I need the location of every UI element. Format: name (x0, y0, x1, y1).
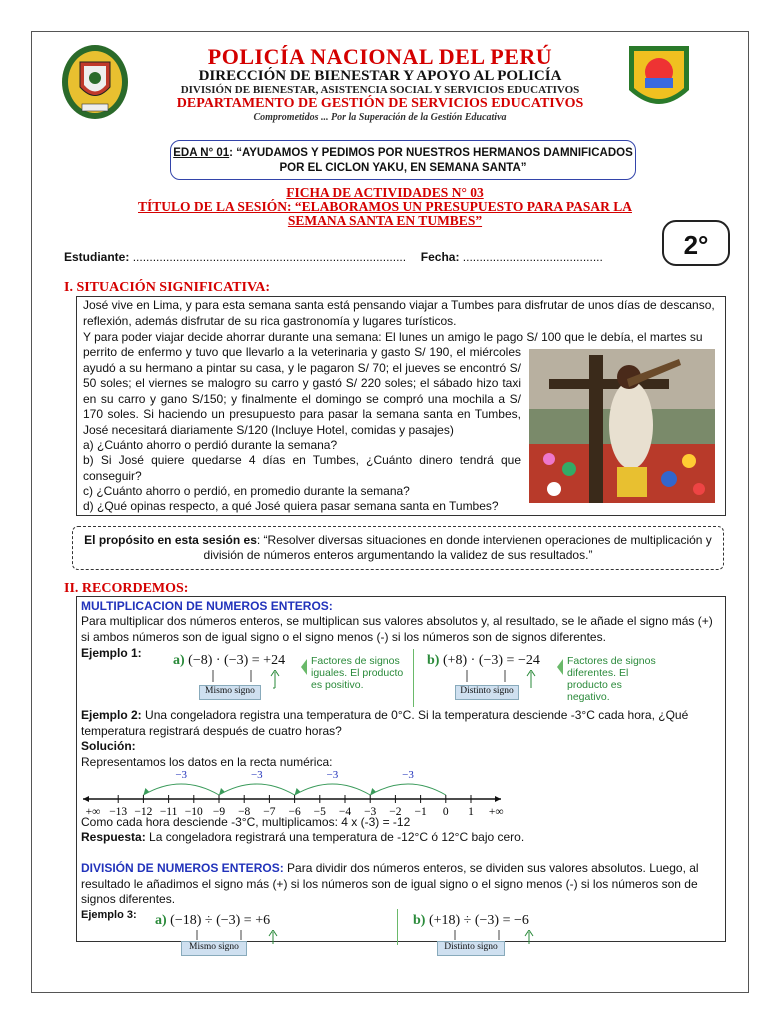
example-1b-tag: Distinto signo (455, 685, 519, 700)
student-dots: .................................................................................. (132, 250, 407, 264)
number-line-label: −7 (263, 806, 276, 818)
header-subtitle: DIRECCIÓN DE BIENESTAR Y APOYO AL POLICÍA (198, 68, 562, 84)
example-3-divider (397, 909, 398, 945)
situation-paragraph-2a: Y para poder viajar decide ahorrar durante una semana: El lunes un amigo le pago S/ 100 que le debía, el martes su (83, 330, 703, 344)
question-a: a) ¿Cuánto ahorro o perdió durante la semana? (83, 438, 338, 452)
example-1a-hint: Factores de signos iguales. El producto es positivo. (311, 655, 404, 691)
example-1a-letter: a) (173, 653, 185, 668)
section-1-title: I. SITUACIÓN SIGNIFICATIVA: (64, 280, 271, 295)
eda-text-2: POR EL CICLON YAKU, EN SEMANA SANTA” (279, 162, 527, 174)
calculation-text: Como cada hora desciende -3°C, multiplicamos: 4 x (-3) = -12 (81, 815, 411, 829)
example-2-text: Una congeladora registra una temperatura de 0°C. Si la temperatura desciende -3°C cada hora, ¿Qué temperatura registrará después de cuatro horas? (81, 708, 689, 738)
session-title-1: TÍTULO DE LA SESIÓN: “ELABORAMOS UN PRESUPUESTO PARA PASAR LA (138, 199, 632, 214)
example-1b-expression: (+8) · (−3) = −24 (442, 653, 540, 668)
number-line-jump-label: −3 (402, 769, 414, 781)
example-3a-expression: (−18) ÷ (−3) = +6 (170, 913, 271, 928)
example-1-label: Ejemplo 1: (81, 646, 142, 660)
header-title: POLICÍA NACIONAL DEL PERÚ (207, 44, 553, 69)
number-line-jump-arrowhead (219, 788, 225, 795)
situation-box (76, 296, 726, 516)
question-d: d) ¿Qué opinas respecto, a qué José quiera pasar semana santa en Tumbes? (83, 499, 499, 513)
purpose-box (72, 526, 724, 570)
example-1a-hint-arrow (301, 659, 307, 675)
example-1a (173, 653, 285, 669)
number-line-jump-arrowhead (295, 788, 301, 795)
purpose-text: : “Resolver diversas situaciones en donde intervienen operaciones de multiplicación y división de números enteros argumentando la validez de sus resultados.” (203, 533, 712, 562)
session-title-2: SEMANA SANTA EN TUMBES” (287, 213, 483, 228)
number-line-label: 0 (442, 806, 449, 818)
question-c: c) ¿Cuánto ahorro o perdió, en promedio durante la semana? (83, 484, 410, 498)
ficha-number: FICHA DE ACTIVIDADES N° 03 (286, 185, 484, 200)
eda-label: EDA N° 01 (173, 147, 230, 159)
example-1b-hint: Factores de signos diferentes. El producto es negativo. (567, 655, 656, 703)
purpose-label: El propósito en esta sesión es (84, 533, 257, 547)
example-3b-letter: b) (413, 913, 426, 928)
multiplication-title: MULTIPLICACION DE NUMEROS ENTEROS: (81, 599, 333, 613)
question-b: b) Si José quiere quedarse 4 días en Tumbes, ¿Cuánto dinero tendrá que conseguir? (83, 453, 521, 483)
number-line-label: −12 (134, 806, 153, 818)
example-1b (427, 653, 540, 669)
example-2-label: Ejemplo 2: (81, 708, 142, 722)
eda-text: : “AYUDAMOS Y PEDIMOS POR NUESTROS HERMANOS DAMNIFICADOS (229, 147, 633, 159)
division-text: Para dividir dos números enteros, se dividen sus valores absolutos. Luego, al resultado le añadimos el signo más (+) si los números son de igual signo o el signo menos (-) si los números son de signos diferentes. (81, 861, 699, 907)
solution-text: Representamos los datos en la recta numérica: (81, 755, 333, 769)
number-line-label: −8 (238, 806, 251, 818)
example-1-divider (413, 649, 414, 707)
number-line-jump-arrowhead (143, 788, 149, 795)
example-1b-hint-arrow (557, 659, 563, 675)
student-label: Estudiante: (64, 250, 130, 264)
police-shield-logo (60, 42, 130, 122)
number-line-label: −3 (364, 806, 377, 818)
example-3b-tag: Distinto signo (437, 941, 505, 956)
example-3b (413, 913, 529, 929)
number-line-jump-label: −3 (250, 769, 263, 781)
number-line-label: −2 (389, 806, 402, 818)
header-department: DEPARTAMENTO DE GESTIÓN DE SERVICIOS EDUCATIVOS (176, 96, 584, 111)
situation-paragraph-2b: perrito de enfermo y tuvo que llevarlo a la veterinaria y gasto S/ 190, el miércoles ayudó a su hermano a pintar su casa, y le pagaron S/ 70; el jueves se encontró S/ 50 soles; el viernes se malogro su carro y gastó S/ 220 soles; el sábado hizo taxi en su carro y gano S/150; y finalmente el domingo se compró una mochila a S/ 170 soles. Si haciendo un presupuesto para pasar la semana santa en Tumbes, José necesitará diariamente S/120 (Incluye Hotel, comidas y pasajes) (83, 345, 521, 437)
example-3a-tag: Mismo signo (181, 941, 247, 956)
example-1a-tag: Mismo signo (199, 685, 261, 700)
number-line-label: −6 (288, 806, 301, 818)
recordemos-box (76, 596, 726, 952)
number-line (77, 769, 725, 819)
number-line-label: −10 (184, 806, 203, 818)
student-line (64, 250, 603, 264)
number-line-label: −11 (159, 806, 178, 818)
answer-text: La congeladora registrará una temperatura de -12°C ó 12°C bajo cero. (145, 830, 525, 844)
number-line-label: +∞ (85, 806, 101, 818)
header-slogan: Comprometidos ... Por la Superación de la Gestión Educativa (253, 112, 507, 123)
number-line-jump-arc (370, 784, 446, 795)
header-division: DIVISIÓN DE BIENESTAR, ASISTENCIA SOCIAL Y SERVICIOS EDUCATIVOS (180, 84, 580, 96)
number-line-jump-label: −3 (175, 769, 188, 781)
answer-label: Respuesta: (81, 830, 146, 844)
example-3a (155, 913, 270, 929)
number-line-label: −9 (212, 806, 226, 818)
number-line-label: −13 (109, 806, 128, 818)
grade-badge: 2° (662, 220, 730, 266)
number-line-label: −5 (313, 806, 326, 818)
section-2-title: II. RECORDEMOS: (64, 581, 189, 596)
example-2 (81, 708, 721, 739)
ficha-title (80, 186, 690, 228)
number-line-label: 1 (468, 806, 474, 818)
example-1b-letter: b) (427, 653, 440, 668)
eda-box (170, 140, 636, 180)
example-3a-letter: a) (155, 913, 167, 928)
example-3b-expression: (+18) ÷ (−3) = −6 (428, 913, 529, 928)
number-line-label: +∞ (488, 806, 504, 818)
number-line-label: −1 (414, 806, 427, 818)
date-label: Fecha: (420, 250, 460, 264)
multiplication-rule: Para multiplicar dos números enteros, se multiplican sus valores absolutos y, al resultado, se le añade el signo más (+) si ambos números son de igual signo o el signo menos (-) si los números son de signos diferentes. (81, 614, 713, 644)
number-line-jump-arrowhead (370, 788, 376, 795)
example-1a-expression: (−8) · (−3) = +24 (188, 653, 286, 668)
number-line-label: −4 (338, 806, 352, 818)
number-line-jump-arc (143, 784, 219, 795)
example-3-label: Ejemplo 3: (81, 909, 137, 921)
situation-paragraph-1: José vive en Lima, y para esta semana santa está pensando viajar a Tumbes para disfrutar de unos días de descanso, reflexión, además disfrutar de su rica gastronomía y lugares turísticos. (83, 298, 715, 328)
division-rule (81, 861, 721, 908)
answer (81, 830, 524, 846)
crucifix-procession-photo (529, 349, 715, 503)
number-line-jump-label: −3 (326, 769, 339, 781)
number-line-jump-arc (219, 784, 295, 795)
education-department-logo (625, 42, 693, 118)
number-line-jump-arc (295, 784, 371, 795)
date-dots: .......................................... (462, 250, 603, 264)
solution-label: Solución: (81, 739, 136, 753)
division-title: DIVISIÓN DE NUMEROS ENTEROS: (81, 861, 284, 875)
